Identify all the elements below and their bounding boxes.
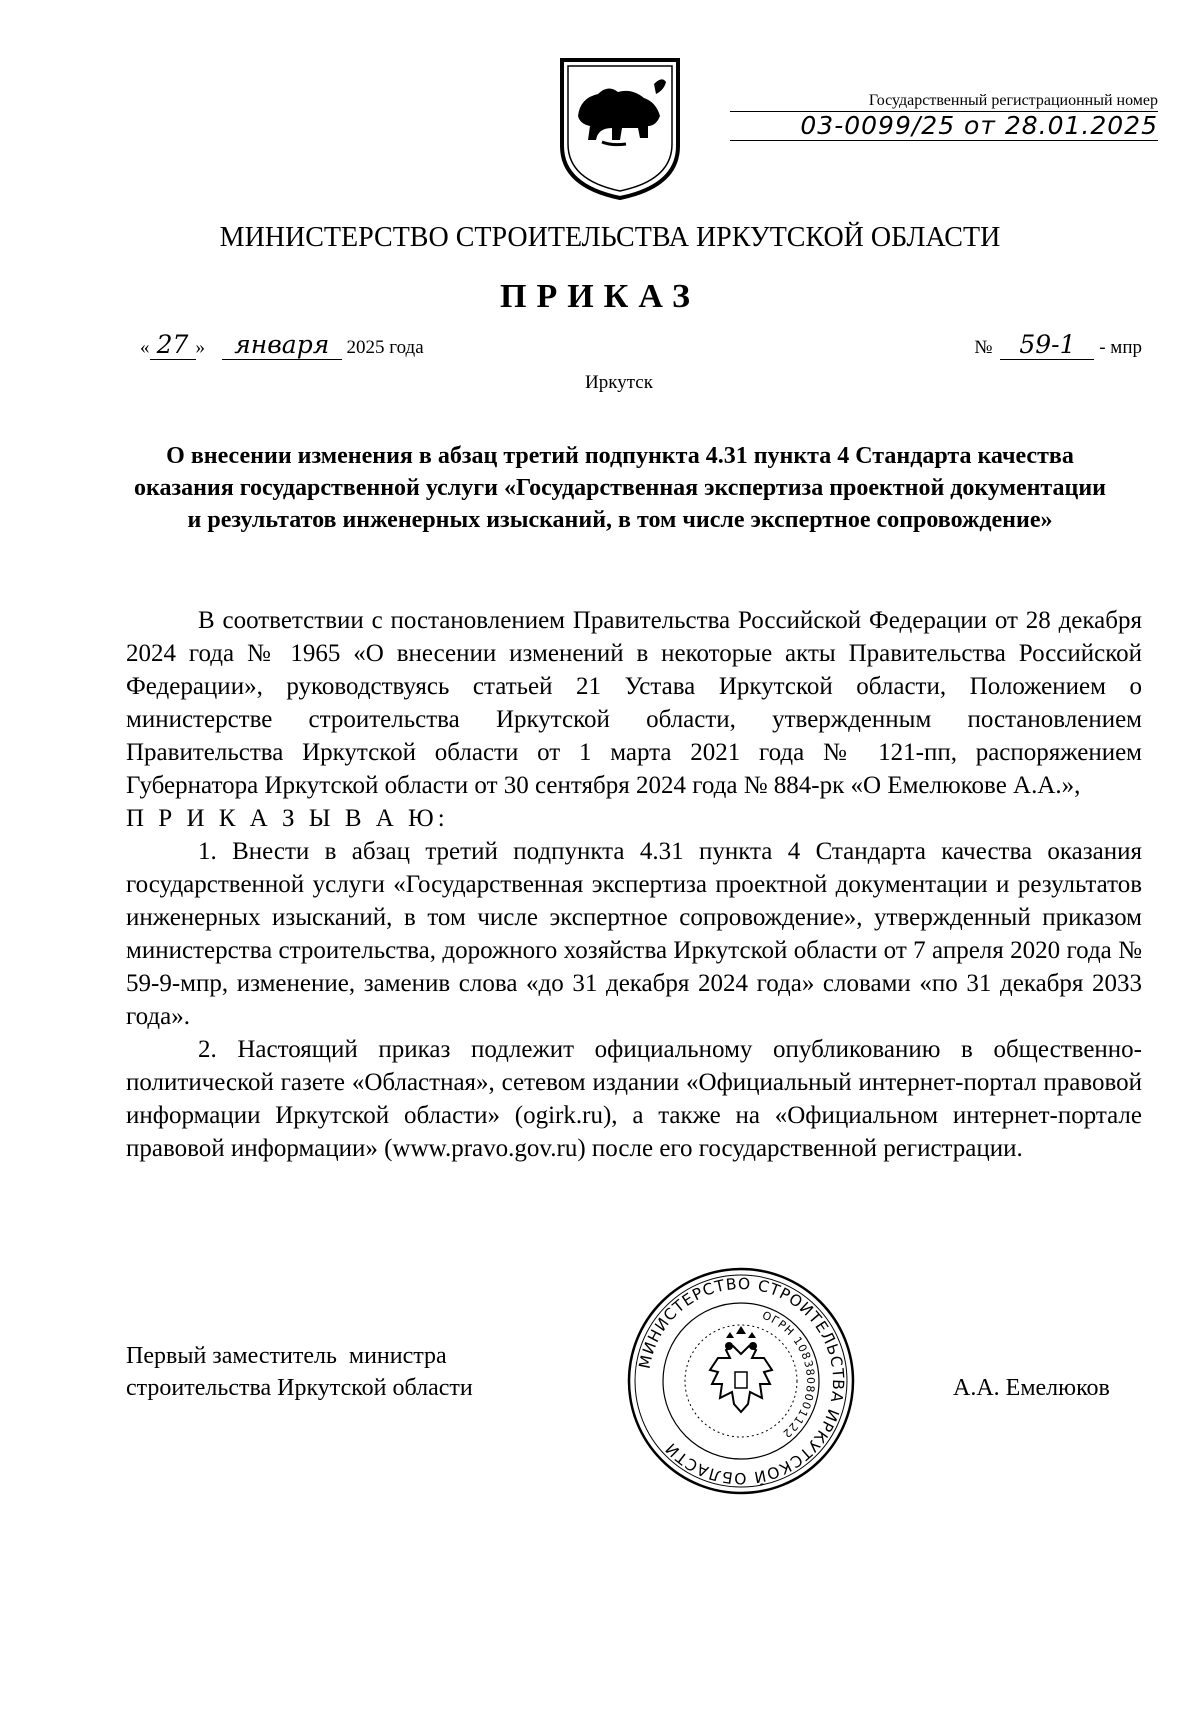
signatory-position-line-1: Первый заместитель министра <box>126 1343 447 1369</box>
official-seal <box>622 1262 860 1500</box>
registration-label: Государственный регистрационный номер <box>730 92 1158 112</box>
signatory-position-line-2: строительства Иркутской области <box>126 1375 473 1401</box>
date-year: 2025 года <box>346 337 424 358</box>
russian-double-headed-eagle-icon <box>710 1326 772 1412</box>
seal-ogrn-text: ОГРН 1083808001122 <box>760 1308 818 1441</box>
order-number <box>974 330 1142 360</box>
prikazyvayu-line: П Р И К А З Ы В А Ю: <box>126 805 449 832</box>
number-value: 59-1 <box>1000 330 1094 360</box>
date-open-quote: « <box>140 337 150 358</box>
order-date <box>140 330 424 360</box>
item-2-paragraph: 2. Настоящий приказ подлежит официальному опубликованию в общественно-политической газете «Областная», сетевом издании «Официальный интернет-портал правовой информации Иркутской области» (ogirk.ru), а также на «Официальном интернет-портале правовой информации» (www.pravo.gov.ru) после его государственной регистрации. <box>126 1036 1142 1162</box>
order-title: О внесении изменения в абзац третий подпункта 4.31 пункта 4 Стандарта качества оказания государственной услуги «Государственная экспертиза проектной документации и результатов инженерных изысканий, в том числе экспертное сопровождение» <box>133 443 1106 533</box>
order-body <box>126 604 1142 1165</box>
item-1-paragraph: 1. Внести в абзац третий подпункта 4.31 пункта 4 Стандарта качества оказания государственной услуги «Государственная экспертиза проектной документации и результатов инженерных изысканий, в том числе экспертное сопровождение», утвержденный приказом министерства строительства, дорожного хозяйства Иркутской области от 7 апреля 2020 года № 59-9-мпр, изменение, заменив слова «до 31 декабря 2024 года» словами «по 31 декабря 2033 года». <box>126 838 1142 1030</box>
date-close-quote: » <box>195 337 205 358</box>
number-suffix: - мпр <box>1099 337 1142 358</box>
number-prefix: № <box>974 337 993 358</box>
irkutsk-coat-of-arms-icon <box>556 54 684 202</box>
registration-block <box>730 92 1158 141</box>
preamble-paragraph: В соответствии с постановлением Правительства Российской Федерации от 28 декабря 2024 года № 1965 «О внесении изменений в некоторые акты Правительства Российской Федерации», руководствуясь статьей 21 Устава Иркутской области, Положением о министерстве строительства Иркутской области, утвержденным постановлением Правительства Иркутской области от 1 марта 2021 года № 121-пп, распоряжением Губернатора Иркутской области от 30 сентября 2024 года № 884-рк «О Емелюкове А.А.», <box>126 607 1142 799</box>
city: Иркутск <box>585 372 653 393</box>
ministry-name: МИНИСТЕРСТВО СТРОИТЕЛЬСТВА ИРКУТСКОЙ ОБЛАСТИ <box>219 222 1001 253</box>
signatory-name: А.А. Емелюков <box>953 1375 1110 1401</box>
official-round-seal-icon <box>622 1262 860 1500</box>
document-type-heading: ПРИКАЗ <box>500 278 700 315</box>
date-month: января <box>222 330 342 360</box>
signatory-position <box>126 1340 473 1404</box>
date-day: 27 <box>150 330 196 360</box>
coat-of-arms-emblem <box>556 54 684 202</box>
registration-number: 03-0099/25 от 28.01.2025 <box>730 112 1158 141</box>
seal-ring-text: МИНИСТЕРСТВО СТРОИТЕЛЬСТВА ИРКУТСКОЙ ОБЛАСТИ <box>635 1274 848 1488</box>
